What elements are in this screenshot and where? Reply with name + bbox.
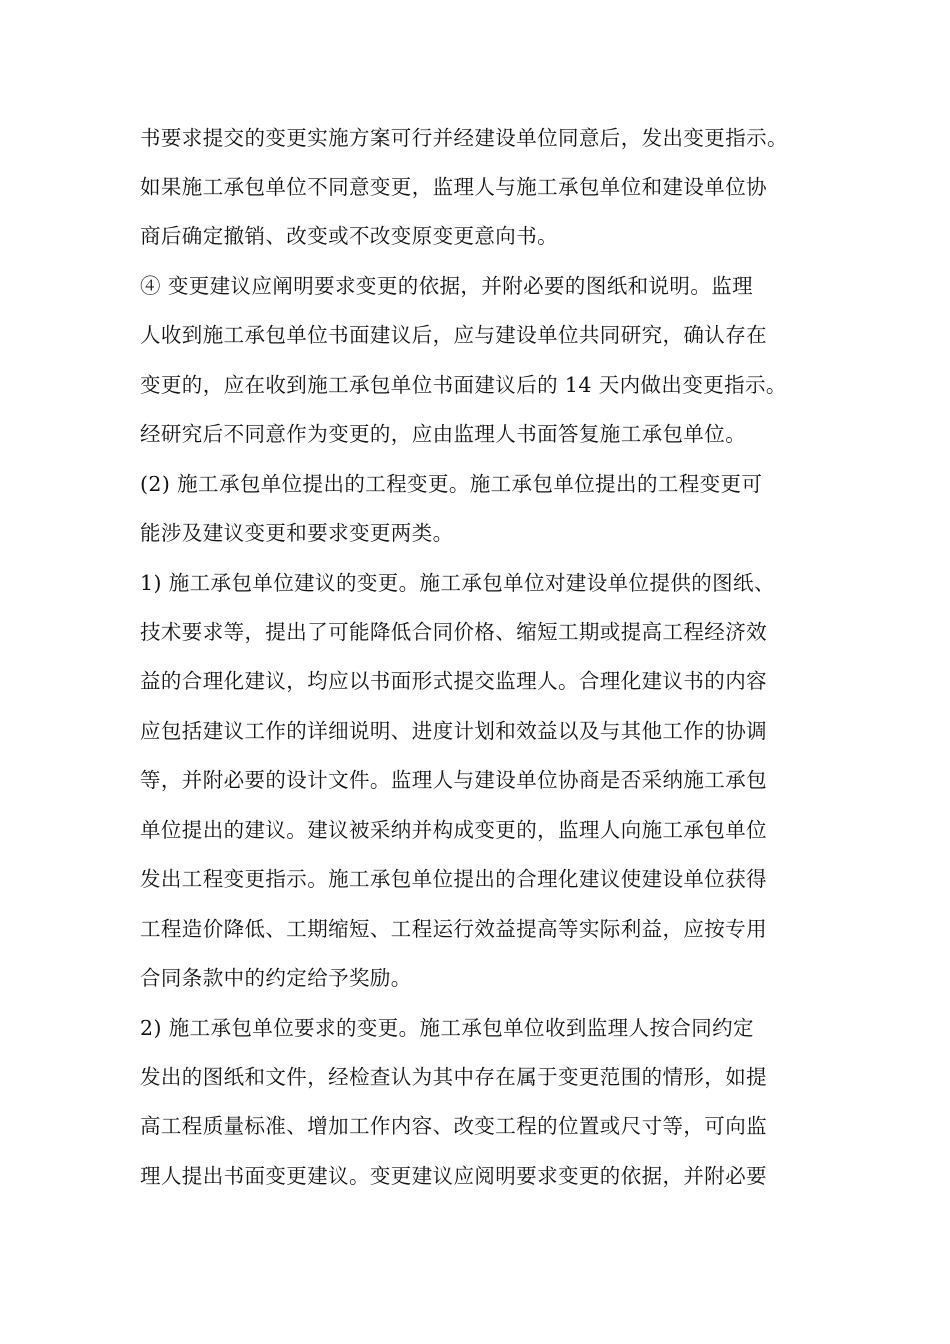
text-line: ④ 变更建议应阐明要求变更的依据，并附必要的图纸和说明。监理 (140, 274, 754, 298)
text-line: 发出工程变更指示。施工承包单位提出的合理化建议使建设单位获得 (140, 867, 767, 891)
text-line: 等，并附必要的设计文件。监理人与建设单位协商是否采纳施工承包 (140, 768, 767, 792)
text-line: 人收到施工承包单位书面建议后，应与建设单位共同研究，确认存在 (140, 323, 767, 347)
text-line: 发出的图纸和文件，经检查认为其中存在属于变更范围的情形，如提 (140, 1065, 767, 1089)
text-line: 变更的，应在收到施工承包单位书面建议后的 14 天内做出变更指示。 (140, 373, 787, 397)
text-line: 能涉及建议变更和要求变更两类。 (140, 521, 454, 545)
text-line: 单位提出的建议。建议被采纳并构成变更的，监理人向施工承包单位 (140, 818, 767, 842)
text-line: 技术要求等，提出了可能降低合同价格、缩短工期或提高工程经济效 (140, 620, 767, 644)
text-line: 合同条款中的约定给予奖励。 (140, 966, 412, 990)
text-line: 高工程质量标准、增加工作内容、改变工程的位置或尺寸等，可向监 (140, 1114, 767, 1138)
text-line: 商后确定撤销、改变或不改变原变更意向书。 (140, 224, 558, 248)
text-line: (2) 施工承包单位提出的工程变更。施工承包单位提出的工程变更可 (140, 472, 763, 496)
text-line: 1) 施工承包单位建议的变更。施工承包单位对建设单位提供的图纸、 (140, 571, 775, 595)
text-line: 2) 施工承包单位要求的变更。施工承包单位收到监理人按合同约定 (140, 1016, 754, 1040)
text-line: 经研究后不同意作为变更的，应由监理人书面答复施工承包单位。 (140, 422, 747, 446)
text-line: 如果施工承包单位不同意变更，监理人与施工承包单位和建设单位协 (140, 175, 767, 199)
text-line: 工程造价降低、工期缩短、工程运行效益提高等实际利益，应按专用 (140, 917, 767, 941)
text-line: 益的合理化建议，均应以书面形式提交监理人。合理化建议书的内容 (140, 669, 767, 693)
text-line: 理人提出书面变更建议。变更建议应阅明要求变更的依据，并附必要 (140, 1164, 767, 1188)
text-line: 书要求提交的变更实施方案可行并经建设单位同意后，发出变更指示。 (140, 126, 788, 150)
text-line: 应包括建议工作的详细说明、进度计划和效益以及与其他工作的协调 (140, 719, 767, 743)
